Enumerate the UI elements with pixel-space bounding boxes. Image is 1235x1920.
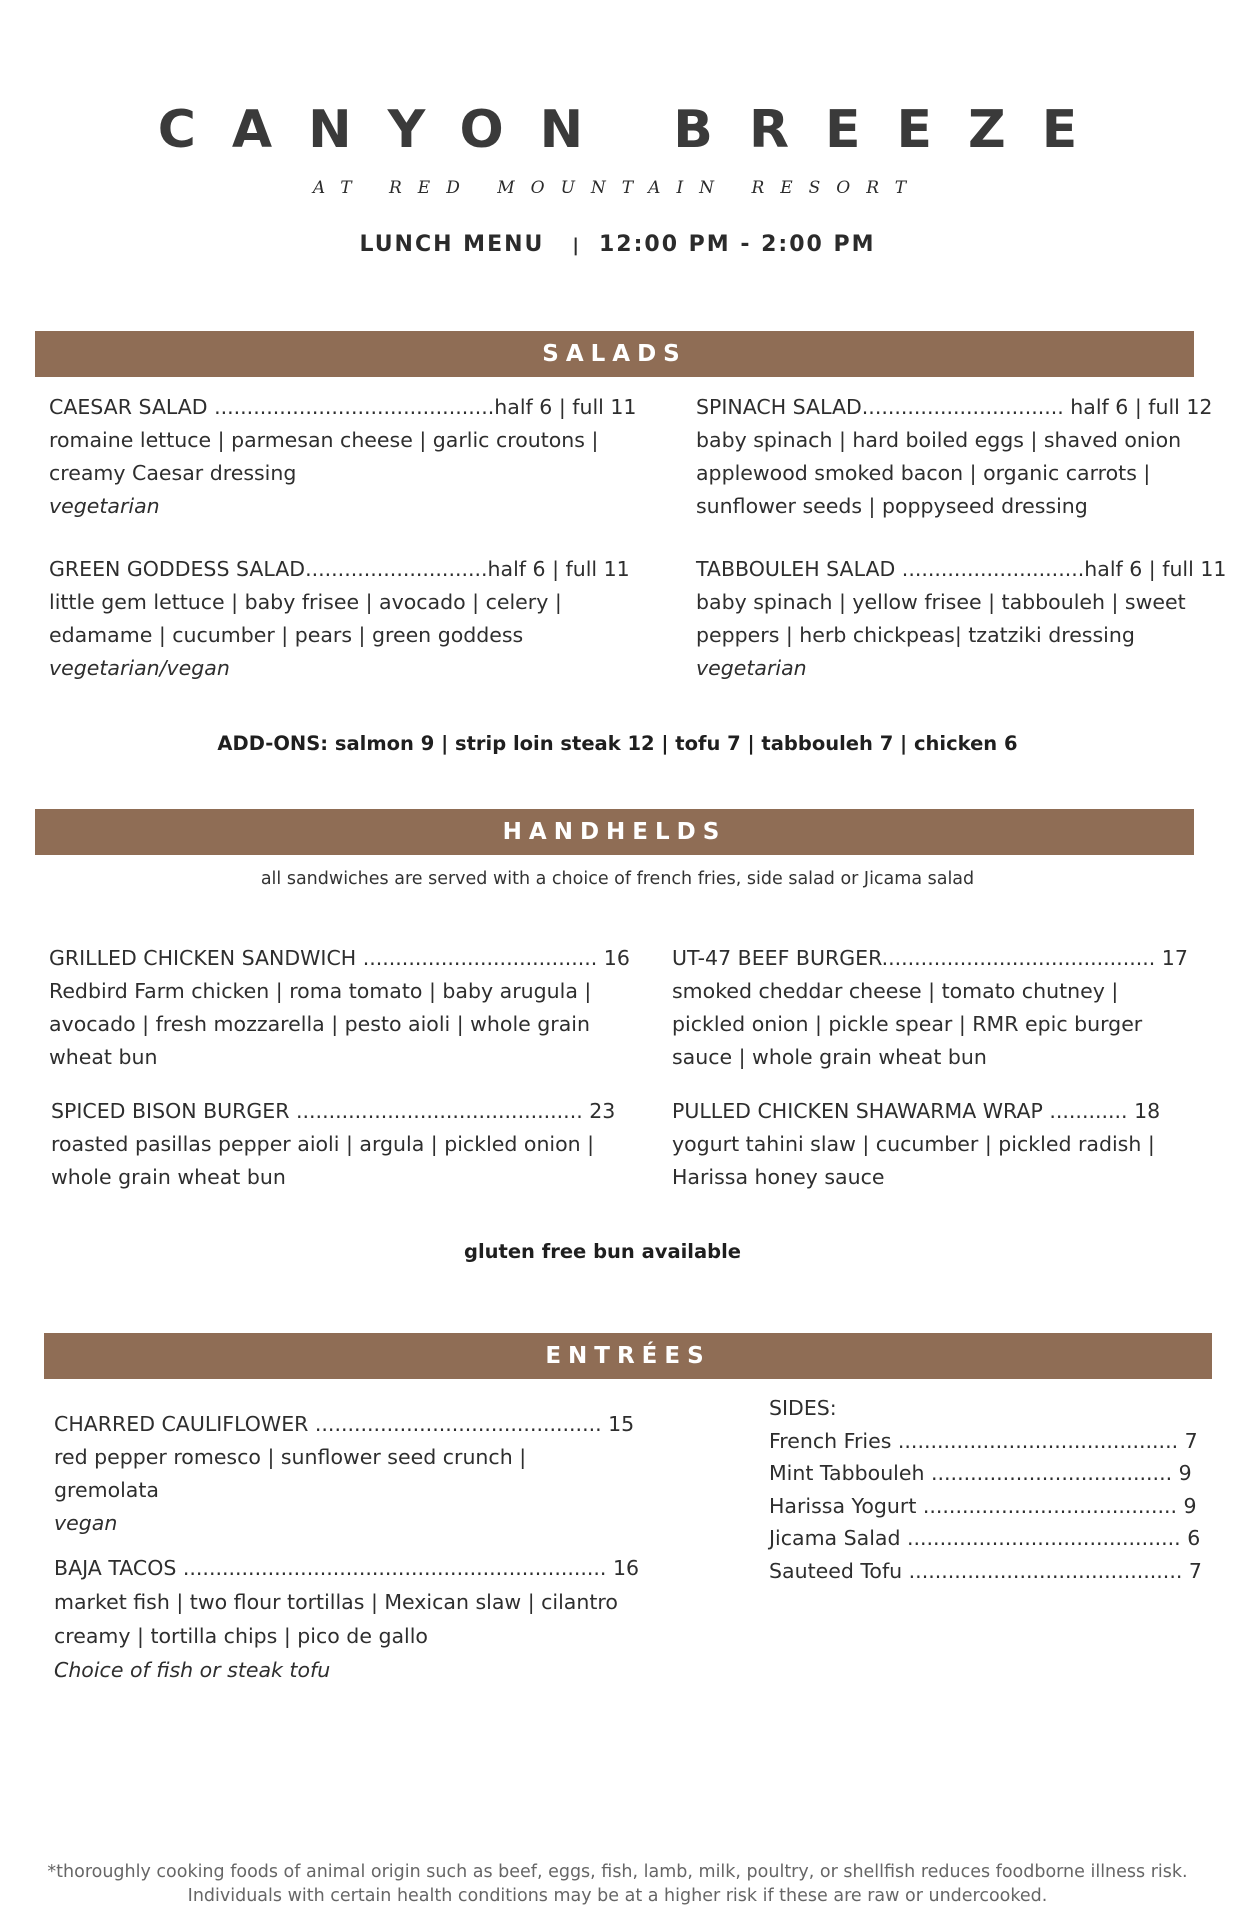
sandwich-sides-note: all sandwiches are served with a choice of french fries, side salad or Jicama salad bbox=[260, 869, 975, 889]
food-safety-disclaimer: *thoroughly cooking foods of animal origin such as beef, eggs, fish, lamb, milk, poultry, or shellfish reduces foodborne illness risk. Individuals with certain health conditions may be at a higher risk if these are raw or undercooked. bbox=[47, 1862, 1188, 1906]
side-item: Sauteed Tofu .......................................... 7 bbox=[769, 1558, 1202, 1583]
item-name: CAESAR SALAD ...........................................half 6 | full 11 bbox=[49, 395, 637, 419]
side-item: French Fries ........................................... 7 bbox=[769, 1428, 1198, 1453]
handhelds-section-header: HANDHELDS bbox=[35, 809, 1194, 855]
menu-label: LUNCH MENU bbox=[359, 232, 545, 257]
entrees-section-header: ENTRÉES bbox=[44, 1333, 1212, 1379]
item-name: CHARRED CAULIFLOWER ............................................ 15 bbox=[54, 1412, 635, 1436]
item-dietary-note: vegetarian/vegan bbox=[49, 656, 230, 680]
item-description: yogurt tahini slaw | cucumber | pickled radish | Harissa honey sauce bbox=[672, 1132, 1155, 1189]
item-name: SPINACH SALAD............................... half 6 | full 12 bbox=[696, 395, 1213, 419]
menu-item bbox=[49, 391, 639, 523]
side-item: Mint Tabbouleh ..................................... 9 bbox=[769, 1461, 1192, 1485]
restaurant-subtitle: AT RED MOUNTAIN RESORT bbox=[312, 178, 923, 198]
restaurant-name: CANYON BREEZE bbox=[157, 100, 1114, 160]
item-name: PULLED CHICKEN SHAWARMA WRAP ............ 18 bbox=[672, 1099, 1161, 1123]
salads-section-header: SALADS bbox=[35, 331, 1194, 377]
side-item: Jicama Salad .......................................... 6 bbox=[769, 1526, 1201, 1550]
menu-item bbox=[672, 1095, 1192, 1194]
menu-item bbox=[49, 553, 639, 685]
item-description: red pepper romesco | sunflower seed crunch | gremolata bbox=[54, 1445, 527, 1502]
item-name: SPICED BISON BURGER ............................................ 23 bbox=[51, 1099, 616, 1123]
hours-separator: | bbox=[572, 235, 581, 256]
menu-item bbox=[54, 1551, 640, 1687]
item-description: baby spinach | hard boiled eggs | shaved onion applewood smoked bacon | organic carrots | sunflower seeds | poppyseed dressing bbox=[696, 428, 1182, 518]
item-dietary-note: vegetarian bbox=[696, 656, 807, 680]
item-name: GREEN GODDESS SALAD............................half 6 | full 11 bbox=[49, 557, 630, 581]
menu-item bbox=[51, 1095, 641, 1194]
item-description: roasted pasillas pepper aioli | argula | pickled onion | whole grain wheat bun bbox=[51, 1132, 595, 1189]
item-name: GRILLED CHICKEN SANDWICH .................................... 16 bbox=[49, 946, 630, 970]
menu-item bbox=[49, 942, 639, 1074]
item-name: TABBOULEH SALAD ............................half 6 | full 11 bbox=[696, 557, 1227, 581]
sides-title: SIDES: bbox=[769, 1396, 837, 1420]
item-description: Redbird Farm chicken | roma tomato | baby arugula | avocado | fresh mozzarella | pesto aioli | whole grain wheat bun bbox=[49, 979, 592, 1069]
gluten-free-note: gluten free bun available bbox=[463, 1240, 742, 1263]
side-item: Harissa Yogurt ....................................... 9 bbox=[769, 1493, 1197, 1518]
menu-item bbox=[54, 1408, 634, 1540]
menu-item bbox=[696, 391, 1213, 523]
menu-time: 12:00 PM - 2:00 PM bbox=[598, 232, 876, 257]
item-dietary-note: Choice of fish or steak tofu bbox=[54, 1658, 331, 1682]
item-description: little gem lettuce | baby frisee | avocado | celery | edamame | cucumber | pears | green goddess bbox=[49, 590, 562, 647]
item-description: market fish | two flour tortillas | Mexican slaw | cilantro creamy | tortilla chips | pico de gallo bbox=[54, 1590, 618, 1648]
menu-item bbox=[672, 942, 1192, 1074]
item-description: baby spinach | yellow frisee | tabbouleh | sweet peppers | herb chickpeas| tzatziki dressing bbox=[696, 590, 1186, 647]
menu-item bbox=[696, 553, 1227, 685]
item-name: UT-47 BEEF BURGER.......................................... 17 bbox=[672, 946, 1188, 970]
item-dietary-note: vegan bbox=[54, 1511, 118, 1535]
sides-list bbox=[769, 1392, 1202, 1587]
menu-hours bbox=[0, 232, 1235, 257]
item-description: romaine lettuce | parmesan cheese | garlic croutons | creamy Caesar dressing bbox=[49, 428, 599, 485]
item-name: BAJA TACOS ................................................................. 16 bbox=[54, 1556, 640, 1580]
add-ons: ADD-ONS: salmon 9 | strip loin steak 12 | tofu 7 | tabbouleh 7 | chicken 6 bbox=[217, 732, 1018, 755]
item-dietary-note: vegetarian bbox=[49, 494, 160, 518]
item-description: smoked cheddar cheese | tomato chutney | pickled onion | pickle spear | RMR epic burger sauce | whole grain wheat bun bbox=[672, 979, 1143, 1069]
